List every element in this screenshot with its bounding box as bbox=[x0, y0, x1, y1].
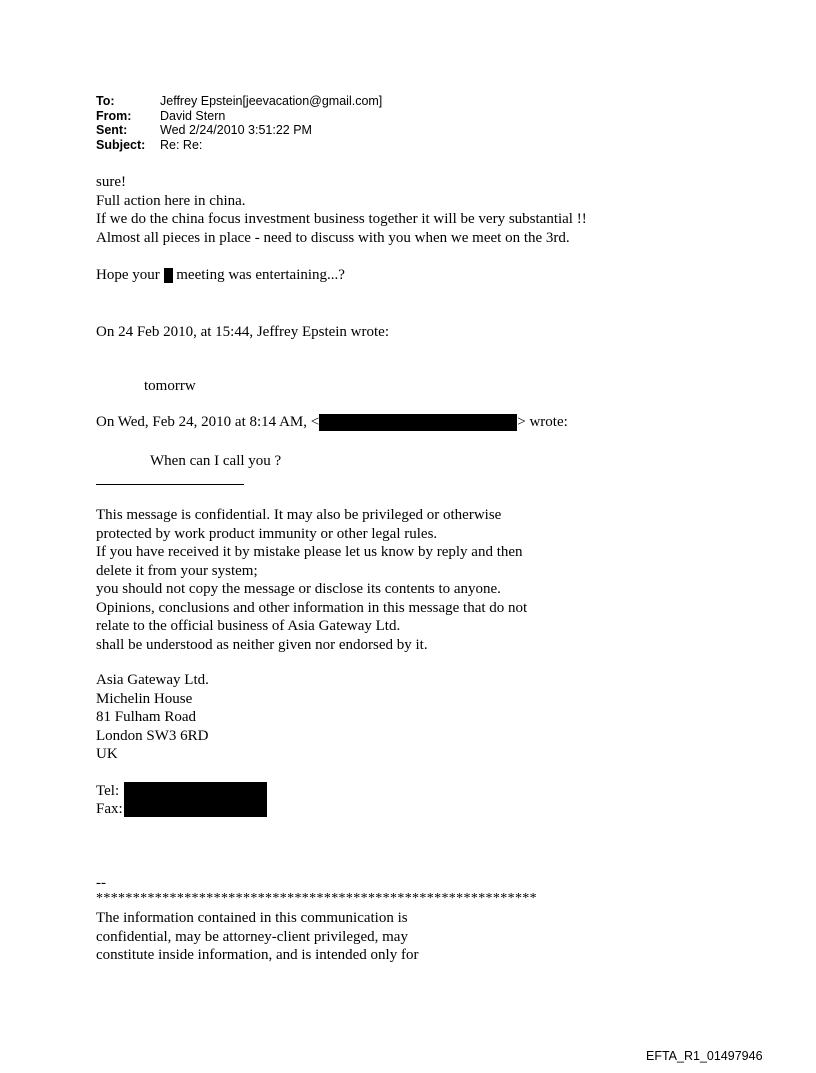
disclaimer-line: Opinions, conclusions and other information in this message that do not bbox=[96, 599, 528, 616]
disclaimer-line: If you have received it by mistake please let us know by reply and then bbox=[96, 544, 523, 560]
hope-line bbox=[96, 266, 345, 285]
body-line: If we do the china focus investment business together it will be very substantial !! bbox=[96, 211, 587, 227]
subject-label: Subject: bbox=[96, 137, 146, 152]
redaction-block bbox=[164, 268, 173, 283]
address-line: Michelin House bbox=[96, 690, 193, 707]
subject-row bbox=[96, 138, 382, 153]
redaction-block bbox=[124, 782, 267, 817]
from-row bbox=[96, 109, 382, 124]
footer-notice bbox=[96, 909, 418, 965]
body-line: Almost all pieces in place - need to discuss with you when we meet on the 3rd. bbox=[96, 229, 570, 246]
tel-label: Tel: bbox=[96, 783, 120, 799]
subject-value: Re: Re: bbox=[160, 137, 203, 152]
hope-text-before: Hope your bbox=[96, 267, 164, 283]
quote2-attribution bbox=[96, 413, 568, 432]
footer-notice-line: confidential, may be attorney-client privileged, may bbox=[96, 928, 408, 945]
quote2-attribution-before: On Wed, Feb 24, 2010 at 8:14 AM, < bbox=[96, 414, 320, 430]
body-line: sure! bbox=[96, 174, 126, 190]
tel-line bbox=[96, 782, 119, 801]
from-label: From: bbox=[96, 108, 132, 123]
signature-separator: -- bbox=[96, 875, 106, 891]
company-address bbox=[96, 671, 209, 764]
address-line: UK bbox=[96, 746, 118, 762]
quote2-attribution-after: > wrote: bbox=[517, 414, 568, 430]
bates-number: EFTA_R1_01497946 bbox=[646, 1049, 763, 1063]
address-line: Asia Gateway Ltd. bbox=[96, 672, 209, 688]
confidentiality-disclaimer bbox=[96, 506, 527, 654]
asterisk-divider: ************************************************************ bbox=[96, 891, 537, 906]
footer-notice-line: The information contained in this communication is bbox=[96, 910, 408, 926]
message-body bbox=[96, 173, 587, 247]
hope-text-after: meeting was entertaining...? bbox=[172, 267, 345, 283]
disclaimer-line: relate to the official business of Asia Gateway Ltd. bbox=[96, 618, 401, 634]
disclaimer-line: protected by work product immunity or other legal rules. bbox=[96, 525, 438, 542]
sent-value: Wed 2/24/2010 3:51:22 PM bbox=[160, 123, 312, 137]
disclaimer-line: shall be understood as neither given nor endorsed by it. bbox=[96, 636, 428, 653]
fax-label: Fax: bbox=[96, 801, 123, 817]
fax-line bbox=[96, 800, 123, 819]
to-value: Jeffrey Epstein[jeevacation@gmail.com] bbox=[160, 94, 383, 108]
from-value: David Stern bbox=[160, 108, 226, 123]
body-line: Full action here in china. bbox=[96, 192, 246, 209]
email-header bbox=[96, 94, 382, 152]
disclaimer-line: delete it from your system; bbox=[96, 562, 258, 579]
separator-rule bbox=[96, 484, 244, 485]
quote1-text: tomorrw bbox=[144, 378, 196, 394]
sent-label: Sent: bbox=[96, 123, 128, 137]
address-line: London SW3 6RD bbox=[96, 727, 209, 744]
to-row bbox=[96, 94, 382, 109]
footer-notice-line: constitute inside information, and is intended only for bbox=[96, 947, 419, 963]
quote1-attribution: On 24 Feb 2010, at 15:44, Jeffrey Epstein wrote: bbox=[96, 324, 390, 340]
disclaimer-line: you should not copy the message or disclose its contents to anyone. bbox=[96, 581, 501, 597]
sent-row bbox=[96, 123, 382, 138]
quote2-text: When can I call you ? bbox=[150, 453, 282, 469]
to-label: To: bbox=[96, 94, 115, 108]
disclaimer-line: This message is confidential. It may also be privileged or otherwise bbox=[96, 507, 502, 523]
address-line: 81 Fulham Road bbox=[96, 709, 196, 725]
redaction-block bbox=[319, 414, 517, 431]
